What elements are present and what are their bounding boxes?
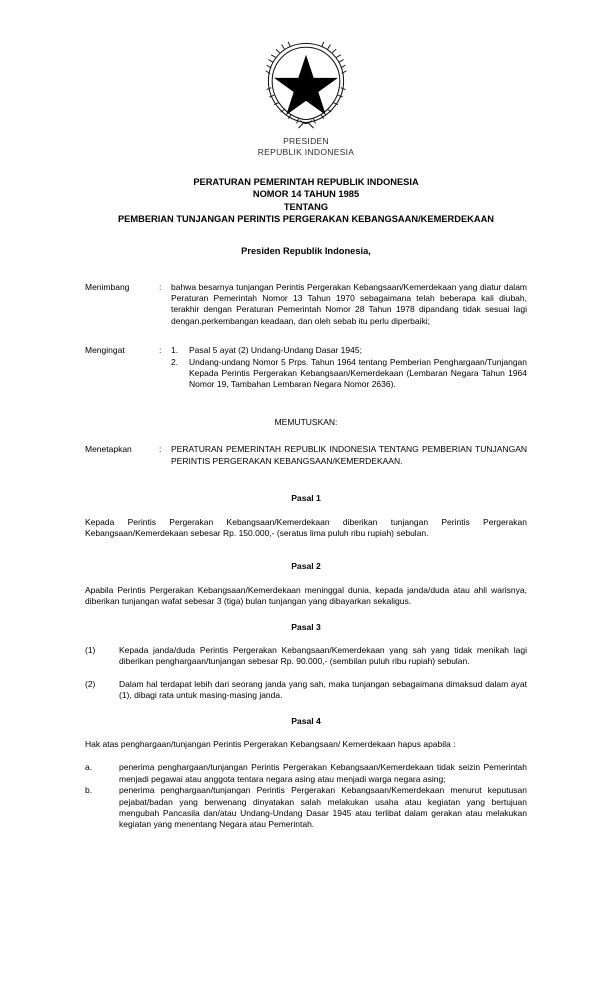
pasal-3-ayat-2-text: Dalam hal terdapat lebih dari seorang janda yang sah, maka tunjangan sebagaimana dimaksud dalam ayat (1), dibagi rata untuk masing-masing janda. xyxy=(119,678,527,701)
pasal-4-item-b-marker: b. xyxy=(85,785,93,796)
pasal-4-item-a-text: penerima penghargaan/tunjangan Perintis Pergerakan Kebangsaan/Kemerdekaan tidak seizin Pemerintah menjadi pegawai atau anggota tentara negara asing atau menjadi warga negara asing; xyxy=(119,762,527,784)
mengingat-list xyxy=(171,345,527,391)
pasal-3-ayat-1-marker: (1) xyxy=(85,644,96,655)
emblem-caption-line1: PRESIDEN xyxy=(283,136,329,146)
list-item xyxy=(171,357,527,391)
mengingat-label: Mengingat xyxy=(85,345,125,356)
menetapkan-label: Menetapkan xyxy=(85,444,132,455)
title-line-3: TENTANG xyxy=(283,201,329,212)
pasal-3-body xyxy=(85,645,527,702)
menetapkan-section xyxy=(85,444,527,467)
pasal-1-text: Kepada Perintis Pergerakan Kebangsaan/Kemerdekaan diberikan tunjangan Perintis Pergerakan Kebangsaan/Kemerdekaan sebesar Rp. 150.000,- (seratus lima puluh ribu rupiah) sebulan. xyxy=(85,516,527,538)
menetapkan-colon: : xyxy=(159,444,162,455)
menimbang-section xyxy=(85,282,527,328)
title-line-4: PEMBERIAN TUNJANGAN PERINTIS PERGERAKAN KEBANGSAAN/KEMERDEKAAN xyxy=(117,214,495,225)
mengingat-item-1-number: 1. xyxy=(171,345,179,356)
pasal-4-item-b-text: penerima penghargaan/tunjangan Perintis Pergerakan Kebangsaan/Kemerdekaan menurut keputusan pejabat/badan yang berwenang dinyatakan salah melakukan usaha atau kegiatan yang bertujuan mengubah Pancasila dan/atau Undang-Undang Dasar 1945 atau terlibat dalam gerakan atau melakukan kegiatan yang menentang Negara atau Pemerintah. xyxy=(119,785,527,830)
mengingat-section xyxy=(85,345,527,391)
pasal-4-body xyxy=(85,762,527,830)
menimbang-label: Menimbang xyxy=(85,281,130,292)
list-item xyxy=(85,645,527,668)
pasal-2-text: Apabila Perintis Pergerakan Kebangsaan/Kemerdekaan meninggal dunia, kepada janda/duda atau ahli warisnya, diberikan tunjangan wafat sebesar 3 (tiga) bulan tunjangan yang dibayarkan sekaligus. xyxy=(85,584,527,607)
memutuskan-heading: MEMUTUSKAN: xyxy=(274,416,338,427)
mengingat-item-2-number: 2. xyxy=(171,356,179,367)
page-title xyxy=(85,176,527,226)
pasal-4-intro: Hak atas penghargaan/tunjangan Perintis Pergerakan Kebangsaan/ Kemerdekaan hapus apabila : xyxy=(85,738,456,749)
menetapkan-text: PERATURAN PEMERINTAH REPUBLIK INDONESIA TENTANG PEMBERIAN TUNJANGAN PERINTIS PERGERAKAN KEBANGSAAN/KEMERDEKAAN. xyxy=(171,444,527,466)
pasal-1-heading: Pasal 1 xyxy=(291,493,321,504)
list-item xyxy=(171,345,527,356)
mengingat-item-1-text: Pasal 5 ayat (2) Undang-Undang Dasar 1945; xyxy=(189,345,362,356)
title-line-2: NOMOR 14 TAHUN 1985 xyxy=(252,189,360,200)
list-item xyxy=(85,785,527,831)
mengingat-colon: : xyxy=(159,345,162,356)
menimbang-colon: : xyxy=(159,281,162,292)
emblem-caption-line2: REPUBLIK INDONESIA xyxy=(257,147,355,157)
emblem-caption xyxy=(85,136,527,158)
pasal-3-ayat-2-marker: (2) xyxy=(85,678,96,689)
emblem-block xyxy=(85,0,527,158)
pasal-3-heading: Pasal 3 xyxy=(291,621,321,632)
menimbang-text: bahwa besarnya tunjangan Perintis Pergerakan Kebangsaan/Kemerdekaan yang diatur dalam Peraturan Pemerintah Nomor 13 Tahun 1970 sebagaimana telah beberapa kali diubah, terakhir dengan Peraturan Pemerintah Nomor 28 Tahun 1978 dipandang tidak sesuai lagi dengan.perkembangan keadaan, dan oleh sebab itu perlu diperbaiki; xyxy=(171,281,527,326)
mengingat-item-2-text: Undang-undang Nomor 5 Prps. Tahun 1964 tentang Pemberian Penghargaan/Tunjangan Kepada Perintis Pergerakan Kebangsaan/Kemerdekaan (Lembaran Negara Tahun 1964 Nomor 19, Tambahan Lembaran Negara Nomor 2636). xyxy=(189,356,527,390)
pasal-2-heading: Pasal 2 xyxy=(291,561,321,572)
pasal-3-ayat-1-text: Kepada janda/duda Perintis Pergerakan Kebangsaan/Kemerdekaan yang sah yang tidak menikah lagi diberikan penghargaan/tunjangan sebesar Rp. 90.000,- (sembilan puluh ribu rupiah) sebulan. xyxy=(119,644,527,667)
pasal-4-item-a-marker: a. xyxy=(85,762,93,773)
list-item xyxy=(85,762,527,785)
list-item xyxy=(85,679,527,702)
signatory-heading: Presiden Republik Indonesia, xyxy=(241,245,371,256)
presidential-seal-icon xyxy=(259,36,353,130)
title-line-1: PERATURAN PEMERINTAH REPUBLIK INDONESIA xyxy=(193,177,419,187)
pasal-4-heading: Pasal 4 xyxy=(291,715,321,726)
